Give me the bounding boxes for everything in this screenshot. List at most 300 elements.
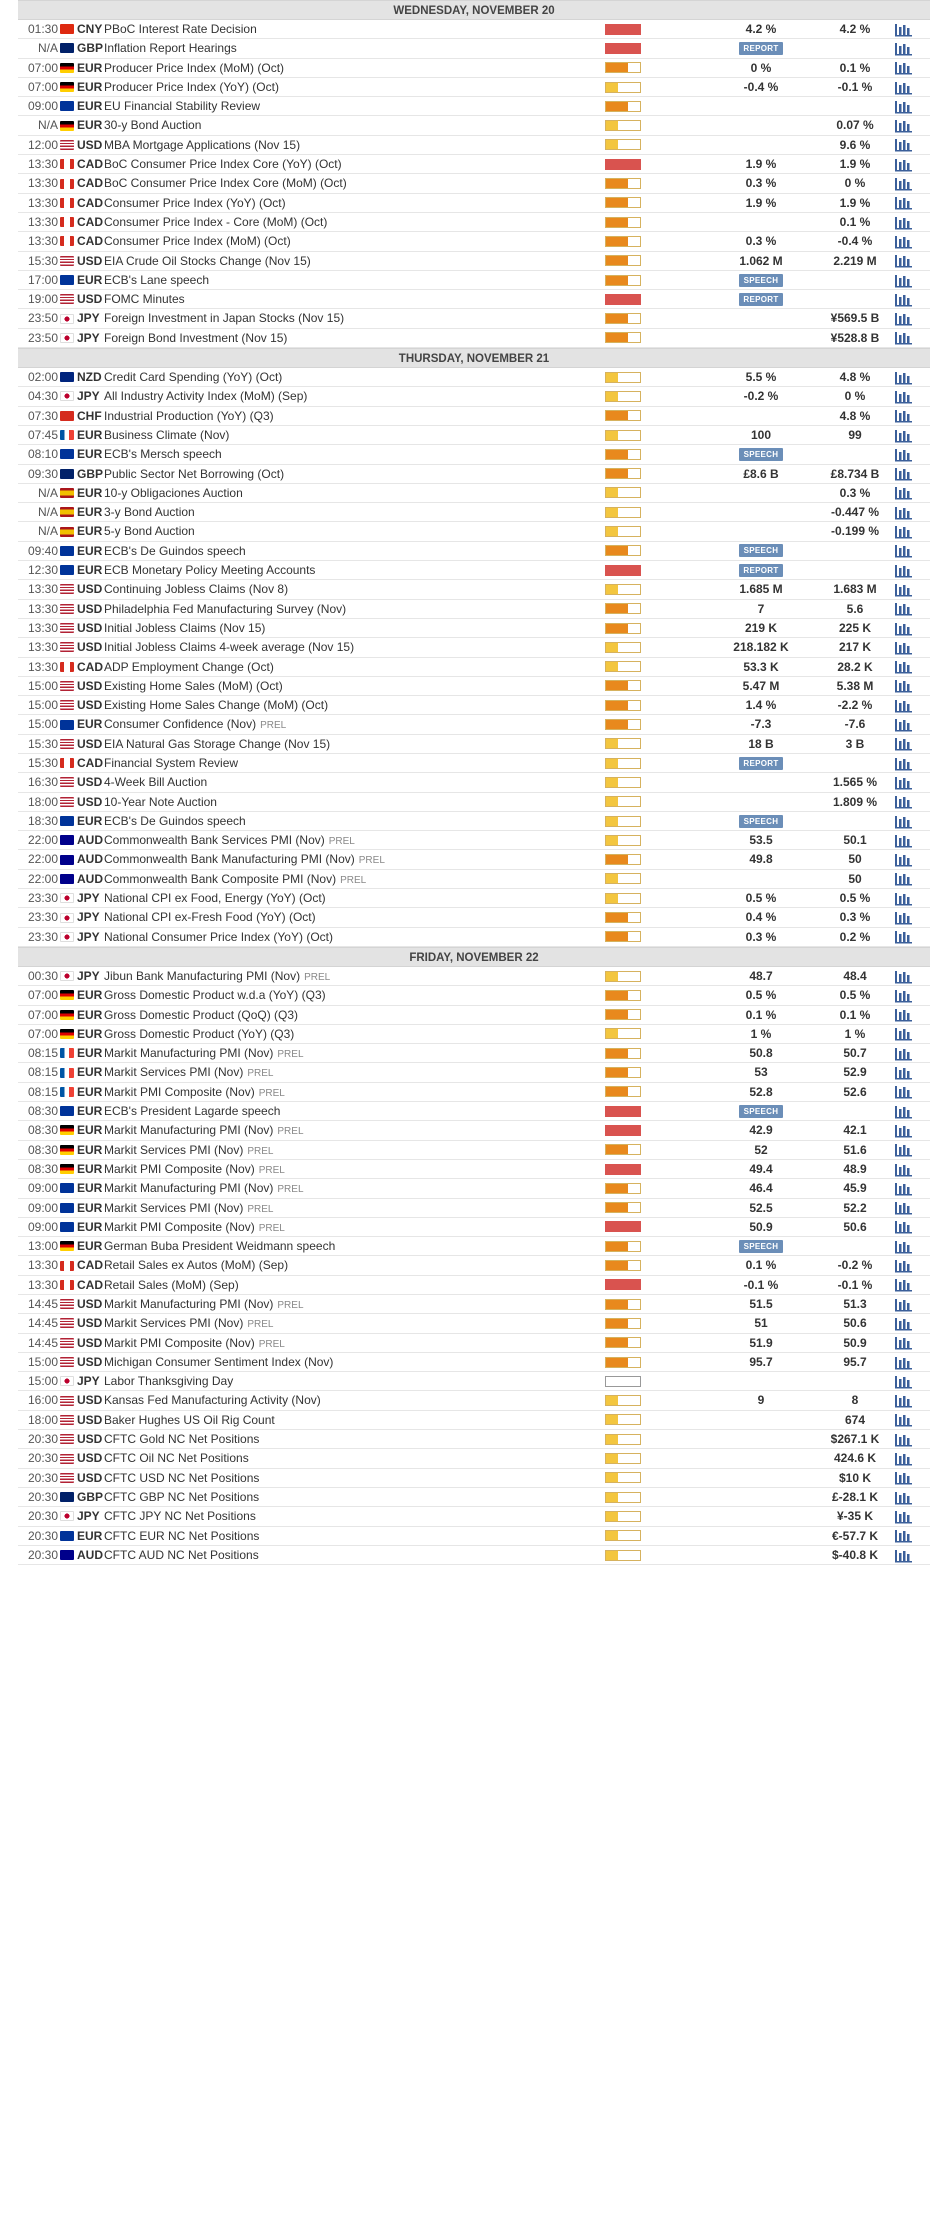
bar-chart-icon[interactable] (894, 969, 914, 984)
event-row[interactable] (18, 1102, 930, 1121)
event-row[interactable] (18, 908, 930, 927)
bar-chart-icon[interactable] (894, 485, 914, 500)
event-name-text[interactable]: Markit Manufacturing PMI (Nov) (104, 1046, 274, 1061)
event-name-text[interactable]: Business Climate (Nov) (104, 427, 230, 442)
event-name-text[interactable]: Producer Price Index (YoY) (Oct) (104, 79, 279, 94)
event-row[interactable] (18, 1411, 930, 1430)
event-name-text[interactable]: Producer Price Index (MoM) (Oct) (104, 60, 285, 75)
event-name[interactable] (104, 329, 287, 347)
event-name-text[interactable]: EIA Natural Gas Storage Change (Nov 15) (104, 736, 331, 751)
event-row[interactable] (18, 368, 930, 387)
event-name-text[interactable]: Markit Manufacturing PMI (Nov) (104, 1181, 274, 1196)
event-row[interactable] (18, 831, 930, 850)
event-row[interactable] (18, 850, 930, 869)
bar-chart-icon[interactable] (894, 1162, 914, 1177)
event-row[interactable] (18, 1334, 930, 1353)
bar-chart-icon[interactable] (894, 1451, 914, 1466)
event-name[interactable] (104, 1025, 294, 1043)
event-name-text[interactable]: National CPI ex-Fresh Food (YoY) (Oct) (104, 910, 316, 925)
bar-chart-icon[interactable] (894, 1374, 914, 1389)
event-name[interactable] (104, 309, 344, 327)
bar-chart-icon[interactable] (894, 292, 914, 307)
bar-chart-icon[interactable] (894, 330, 914, 345)
event-row[interactable] (18, 1546, 930, 1565)
event-name-text[interactable]: All Industry Activity Index (MoM) (Sep) (104, 389, 308, 404)
event-name[interactable] (104, 1006, 298, 1024)
bar-chart-icon[interactable] (894, 22, 914, 37)
event-name[interactable] (104, 658, 274, 676)
event-name-text[interactable]: Baker Hughes US Oil Rig Count (104, 1412, 275, 1427)
event-name[interactable] (104, 850, 385, 870)
event-row[interactable] (18, 1256, 930, 1275)
event-name-text[interactable]: PBoC Interest Rate Decision (104, 22, 257, 36)
bar-chart-icon[interactable] (894, 736, 914, 751)
event-name[interactable] (104, 155, 342, 173)
bar-chart-icon[interactable] (894, 60, 914, 75)
event-name-text[interactable]: 10-y Obligaciones Auction (104, 485, 243, 500)
event-row[interactable] (18, 1141, 930, 1160)
event-name-text[interactable]: Gross Domestic Product w.d.a (YoY) (Q3) (104, 988, 326, 1003)
bar-chart-icon[interactable] (894, 1258, 914, 1273)
event-row[interactable] (18, 271, 930, 290)
event-row[interactable] (18, 1391, 930, 1410)
event-name[interactable] (104, 39, 237, 57)
event-row[interactable] (18, 1025, 930, 1044)
event-name[interactable] (104, 213, 327, 231)
event-name-text[interactable]: CFTC GBP NC Net Positions (104, 1489, 260, 1504)
event-row[interactable] (18, 97, 930, 116)
event-name-text[interactable]: CFTC Gold NC Net Positions (104, 1432, 260, 1447)
event-row[interactable] (18, 39, 930, 58)
event-name[interactable] (104, 1083, 285, 1103)
event-row[interactable] (18, 329, 930, 348)
event-name[interactable] (104, 484, 243, 502)
event-name[interactable] (104, 619, 265, 637)
event-name[interactable] (104, 426, 229, 444)
event-row[interactable] (18, 986, 930, 1005)
event-name-text[interactable]: BoC Consumer Price Index Core (YoY) (Oct) (104, 157, 342, 172)
bar-chart-icon[interactable] (894, 543, 914, 558)
bar-chart-icon[interactable] (894, 99, 914, 114)
event-name[interactable] (104, 1353, 333, 1371)
event-name[interactable] (104, 271, 209, 289)
event-name[interactable] (104, 1218, 285, 1238)
event-name-text[interactable]: ADP Employment Change (Oct) (104, 659, 274, 674)
event-name-text[interactable]: Markit Manufacturing PMI (Nov) (104, 1123, 274, 1138)
event-row[interactable] (18, 1237, 930, 1256)
event-name[interactable] (104, 20, 257, 38)
bar-chart-icon[interactable] (894, 1297, 914, 1312)
bar-chart-icon[interactable] (894, 253, 914, 268)
event-name-text[interactable]: EIA Crude Oil Stocks Change (Nov 15) (104, 253, 311, 268)
event-name-text[interactable]: 30-y Bond Auction (104, 118, 202, 133)
event-row[interactable] (18, 928, 930, 947)
event-name[interactable] (104, 928, 333, 946)
event-name-text[interactable]: National Consumer Price Index (YoY) (Oct) (104, 929, 333, 944)
event-row[interactable] (18, 1276, 930, 1295)
event-row[interactable] (18, 1488, 930, 1507)
event-row[interactable] (18, 20, 930, 39)
bar-chart-icon[interactable] (894, 1046, 914, 1061)
bar-chart-icon[interactable] (894, 1104, 914, 1119)
bar-chart-icon[interactable] (894, 717, 914, 732)
bar-chart-icon[interactable] (894, 1355, 914, 1370)
event-name[interactable] (104, 290, 185, 308)
event-name-text[interactable]: Continuing Jobless Claims (Nov 8) (104, 582, 289, 597)
bar-chart-icon[interactable] (894, 871, 914, 886)
event-name-text[interactable]: 4-Week Bill Auction (104, 775, 208, 790)
event-row[interactable] (18, 696, 930, 715)
event-name[interactable] (104, 78, 279, 96)
event-row[interactable] (18, 78, 930, 97)
event-name-text[interactable]: Markit PMI Composite (Nov) (104, 1161, 255, 1176)
event-row[interactable] (18, 194, 930, 213)
event-name-text[interactable]: Jibun Bank Manufacturing PMI (Nov) (104, 968, 301, 983)
event-name[interactable] (104, 1063, 273, 1083)
event-name-text[interactable]: Financial System Review (104, 755, 239, 770)
event-name-text[interactable]: Markit PMI Composite (Nov) (104, 1219, 255, 1234)
event-row[interactable] (18, 213, 930, 232)
event-row[interactable] (18, 870, 930, 889)
bar-chart-icon[interactable] (894, 1316, 914, 1331)
event-name-text[interactable]: Kansas Fed Manufacturing Activity (Nov) (104, 1393, 321, 1408)
bar-chart-icon[interactable] (894, 1393, 914, 1408)
event-name-text[interactable]: Initial Jobless Claims (Nov 15) (104, 620, 266, 635)
event-name-text[interactable]: Markit Services PMI (Nov) (104, 1200, 244, 1215)
event-name-text[interactable]: EU Financial Stability Review (104, 99, 261, 114)
event-name[interactable] (104, 715, 286, 735)
event-name[interactable] (104, 252, 311, 270)
event-row[interactable] (18, 1527, 930, 1546)
event-name-text[interactable]: Credit Card Spending (YoY) (Oct) (104, 370, 283, 385)
event-name[interactable] (104, 136, 300, 154)
event-row[interactable] (18, 522, 930, 541)
event-row[interactable] (18, 407, 930, 426)
event-row[interactable] (18, 1469, 930, 1488)
bar-chart-icon[interactable] (894, 659, 914, 674)
event-name-text[interactable]: ECB's Mersch speech (104, 447, 222, 462)
bar-chart-icon[interactable] (894, 370, 914, 385)
event-name-text[interactable]: Foreign Investment in Japan Stocks (Nov 15) (104, 311, 345, 326)
bar-chart-icon[interactable] (894, 1181, 914, 1196)
event-name[interactable] (104, 754, 238, 772)
event-name-text[interactable]: CFTC JPY NC Net Positions (104, 1509, 256, 1524)
event-name-text[interactable]: Markit Manufacturing PMI (Nov) (104, 1297, 274, 1311)
event-name-text[interactable]: ECB Monetary Policy Meeting Accounts (104, 563, 316, 578)
event-row[interactable] (18, 1295, 930, 1314)
event-row[interactable] (18, 1430, 930, 1449)
event-row[interactable] (18, 1372, 930, 1391)
event-name[interactable] (104, 677, 283, 695)
bar-chart-icon[interactable] (894, 1335, 914, 1350)
bar-chart-icon[interactable] (894, 621, 914, 636)
bar-chart-icon[interactable] (894, 1123, 914, 1138)
event-name[interactable] (104, 1121, 304, 1141)
event-row[interactable] (18, 1449, 930, 1468)
bar-chart-icon[interactable] (894, 524, 914, 539)
event-name-text[interactable]: Commonwealth Bank Composite PMI (Nov) (104, 871, 337, 886)
bar-chart-icon[interactable] (894, 794, 914, 809)
event-name-text[interactable]: Initial Jobless Claims 4-week average (Nov 15) (104, 640, 355, 655)
event-name-text[interactable]: Retail Sales (MoM) (Sep) (104, 1277, 239, 1292)
event-name[interactable] (104, 793, 217, 811)
bar-chart-icon[interactable] (894, 775, 914, 790)
event-row[interactable] (18, 754, 930, 773)
event-name-text[interactable]: CFTC AUD NC Net Positions (104, 1547, 259, 1562)
event-name[interactable] (104, 1469, 259, 1487)
event-row[interactable] (18, 116, 930, 135)
event-name-text[interactable]: Consumer Price Index (MoM) (Oct) (104, 234, 291, 249)
event-name[interactable] (104, 1391, 321, 1409)
event-row[interactable] (18, 773, 930, 792)
event-name[interactable] (104, 503, 195, 521)
event-name-text[interactable]: Commonwealth Bank Manufacturing PMI (Nov) (104, 852, 355, 867)
event-name[interactable] (104, 407, 274, 425)
event-row[interactable] (18, 465, 930, 484)
event-name[interactable] (104, 174, 347, 192)
bar-chart-icon[interactable] (894, 929, 914, 944)
event-row[interactable] (18, 561, 930, 580)
event-name[interactable] (104, 387, 307, 405)
event-row[interactable] (18, 59, 930, 78)
bar-chart-icon[interactable] (894, 234, 914, 249)
bar-chart-icon[interactable] (894, 118, 914, 133)
bar-chart-icon[interactable] (894, 215, 914, 230)
event-name[interactable] (104, 1488, 259, 1506)
event-row[interactable] (18, 889, 930, 908)
bar-chart-icon[interactable] (894, 1470, 914, 1485)
event-name-text[interactable]: Foreign Bond Investment (Nov 15) (104, 330, 288, 345)
bar-chart-icon[interactable] (894, 389, 914, 404)
event-name[interactable] (104, 600, 346, 618)
bar-chart-icon[interactable] (894, 505, 914, 520)
event-name-text[interactable]: Consumer Confidence (Nov) (104, 717, 257, 732)
event-name-text[interactable]: 10-Year Note Auction (104, 794, 217, 809)
bar-chart-icon[interactable] (894, 41, 914, 56)
event-row[interactable] (18, 600, 930, 619)
event-name-text[interactable]: Markit PMI Composite (Nov) (104, 1084, 255, 1099)
bar-chart-icon[interactable] (894, 852, 914, 867)
bar-chart-icon[interactable] (894, 601, 914, 616)
event-name[interactable] (104, 542, 246, 560)
event-name-text[interactable]: Inflation Report Hearings (104, 41, 237, 56)
bar-chart-icon[interactable] (894, 273, 914, 288)
event-name-text[interactable]: BoC Consumer Price Index Core (MoM) (Oct) (104, 176, 347, 191)
event-name-text[interactable]: Consumer Price Index - Core (MoM) (Oct) (104, 214, 328, 229)
event-name-text[interactable]: CFTC USD NC Net Positions (104, 1470, 260, 1485)
event-row[interactable] (18, 658, 930, 677)
event-name-text[interactable]: CFTC Oil NC Net Positions (104, 1451, 249, 1466)
bar-chart-icon[interactable] (894, 80, 914, 95)
bar-chart-icon[interactable] (894, 1219, 914, 1234)
event-name[interactable] (104, 522, 195, 540)
event-name[interactable] (104, 1411, 275, 1429)
bar-chart-icon[interactable] (894, 157, 914, 172)
event-row[interactable] (18, 1160, 930, 1179)
event-name-text[interactable]: Public Sector Net Borrowing (Oct) (104, 466, 285, 481)
event-name-text[interactable]: 3-y Bond Auction (104, 505, 195, 520)
event-row[interactable] (18, 1507, 930, 1526)
bar-chart-icon[interactable] (894, 1412, 914, 1427)
event-name[interactable] (104, 986, 326, 1004)
event-row[interactable] (18, 793, 930, 812)
bar-chart-icon[interactable] (894, 1528, 914, 1543)
event-row[interactable] (18, 1083, 930, 1102)
event-name-text[interactable]: ECB's De Guindos speech (104, 813, 246, 828)
event-row[interactable] (18, 1179, 930, 1198)
event-name[interactable] (104, 1314, 273, 1334)
event-name[interactable] (104, 1507, 256, 1525)
event-row[interactable] (18, 967, 930, 986)
bar-chart-icon[interactable] (894, 640, 914, 655)
bar-chart-icon[interactable] (894, 814, 914, 829)
bar-chart-icon[interactable] (894, 176, 914, 191)
bar-chart-icon[interactable] (894, 891, 914, 906)
bar-chart-icon[interactable] (894, 1142, 914, 1157)
bar-chart-icon[interactable] (894, 833, 914, 848)
event-name[interactable] (104, 638, 354, 656)
event-row[interactable] (18, 426, 930, 445)
event-row[interactable] (18, 503, 930, 522)
bar-chart-icon[interactable] (894, 428, 914, 443)
event-name[interactable] (104, 1527, 259, 1545)
event-name-text[interactable]: Existing Home Sales Change (MoM) (Oct) (104, 698, 329, 713)
event-name[interactable] (104, 1141, 273, 1161)
event-name-text[interactable]: Retail Sales ex Autos (MoM) (Sep) (104, 1258, 289, 1273)
bar-chart-icon[interactable] (894, 1548, 914, 1563)
event-name[interactable] (104, 1546, 259, 1564)
event-row[interactable] (18, 1353, 930, 1372)
event-row[interactable] (18, 542, 930, 561)
bar-chart-icon[interactable] (894, 756, 914, 771)
bar-chart-icon[interactable] (894, 1239, 914, 1254)
event-name[interactable] (104, 465, 284, 483)
bar-chart-icon[interactable] (894, 698, 914, 713)
event-name-text[interactable]: FOMC Minutes (104, 292, 185, 307)
event-name[interactable] (104, 889, 326, 907)
event-name[interactable] (104, 97, 260, 115)
event-row[interactable] (18, 1121, 930, 1140)
event-name-text[interactable]: Industrial Production (YoY) (Q3) (104, 408, 274, 423)
event-name[interactable] (104, 1430, 259, 1448)
event-row[interactable] (18, 155, 930, 174)
event-name-text[interactable]: Gross Domestic Product (YoY) (Q3) (104, 1026, 295, 1041)
event-name-text[interactable]: National CPI ex Food, Energy (YoY) (Oct) (104, 891, 326, 906)
event-name[interactable] (104, 1372, 233, 1390)
event-name[interactable] (104, 967, 330, 987)
event-name[interactable] (104, 1199, 273, 1219)
event-name-text[interactable]: MBA Mortgage Applications (Nov 15) (104, 137, 301, 152)
event-name[interactable] (104, 194, 286, 212)
bar-chart-icon[interactable] (894, 1026, 914, 1041)
event-name[interactable] (104, 561, 315, 579)
event-name-text[interactable]: ECB's President Lagarde speech (104, 1104, 281, 1119)
event-row[interactable] (18, 290, 930, 309)
event-row[interactable] (18, 1314, 930, 1333)
event-row[interactable] (18, 715, 930, 734)
event-name-text[interactable]: Markit Services PMI (Nov) (104, 1065, 244, 1080)
event-name-text[interactable]: Markit Services PMI (Nov) (104, 1316, 244, 1331)
event-row[interactable] (18, 252, 930, 271)
event-name[interactable] (104, 116, 201, 134)
event-row[interactable] (18, 735, 930, 754)
event-name[interactable] (104, 773, 207, 791)
bar-chart-icon[interactable] (894, 447, 914, 462)
bar-chart-icon[interactable] (894, 582, 914, 597)
bar-chart-icon[interactable] (894, 1200, 914, 1215)
bar-chart-icon[interactable] (894, 195, 914, 210)
bar-chart-icon[interactable] (894, 137, 914, 152)
event-row[interactable] (18, 387, 930, 406)
event-row[interactable] (18, 677, 930, 696)
bar-chart-icon[interactable] (894, 1432, 914, 1447)
event-row[interactable] (18, 1199, 930, 1218)
event-name-text[interactable]: 5-y Bond Auction (104, 524, 195, 539)
event-row[interactable] (18, 812, 930, 831)
event-name[interactable] (104, 1256, 288, 1274)
bar-chart-icon[interactable] (894, 1490, 914, 1505)
event-name-text[interactable]: Gross Domestic Product (QoQ) (Q3) (104, 1007, 299, 1022)
event-name[interactable] (104, 831, 355, 851)
bar-chart-icon[interactable] (894, 311, 914, 326)
event-name-text[interactable]: ECB's De Guindos speech (104, 543, 246, 558)
event-row[interactable] (18, 136, 930, 155)
event-name-text[interactable]: German Buba President Weidmann speech (104, 1239, 336, 1254)
event-name[interactable] (104, 580, 288, 598)
event-name[interactable] (104, 696, 328, 714)
event-row[interactable] (18, 619, 930, 638)
event-row[interactable] (18, 638, 930, 657)
bar-chart-icon[interactable] (894, 678, 914, 693)
event-name-text[interactable]: Existing Home Sales (MoM) (Oct) (104, 678, 283, 693)
event-row[interactable] (18, 1044, 930, 1063)
bar-chart-icon[interactable] (894, 910, 914, 925)
bar-chart-icon[interactable] (894, 1084, 914, 1099)
bar-chart-icon[interactable] (894, 563, 914, 578)
event-row[interactable] (18, 445, 930, 464)
event-row[interactable] (18, 1218, 930, 1237)
event-name-text[interactable]: Markit PMI Composite (Nov) (104, 1335, 255, 1350)
event-name[interactable] (104, 1334, 285, 1354)
event-name[interactable] (104, 812, 246, 830)
bar-chart-icon[interactable] (894, 408, 914, 423)
event-name[interactable] (104, 1237, 335, 1255)
event-row[interactable] (18, 1063, 930, 1082)
event-name-text[interactable]: Michigan Consumer Sentiment Index (Nov) (104, 1354, 334, 1369)
event-name[interactable] (104, 59, 284, 77)
bar-chart-icon[interactable] (894, 466, 914, 481)
event-name[interactable] (104, 1160, 285, 1180)
bar-chart-icon[interactable] (894, 1277, 914, 1292)
event-name[interactable] (104, 1449, 249, 1467)
event-row[interactable] (18, 484, 930, 503)
event-name-text[interactable]: Consumer Price Index (YoY) (Oct) (104, 195, 286, 210)
event-name[interactable] (104, 1295, 304, 1315)
event-name[interactable] (104, 368, 282, 386)
event-row[interactable] (18, 1006, 930, 1025)
event-name[interactable] (104, 1276, 239, 1294)
event-name-text[interactable]: ECB's Lane speech (104, 272, 210, 287)
event-name-text[interactable]: Commonwealth Bank Services PMI (Nov) (104, 833, 325, 848)
event-name[interactable] (104, 445, 222, 463)
event-row[interactable] (18, 174, 930, 193)
event-name[interactable] (104, 908, 316, 926)
bar-chart-icon[interactable] (894, 1065, 914, 1080)
event-name[interactable] (104, 735, 330, 753)
event-row[interactable] (18, 232, 930, 251)
event-name[interactable] (104, 1102, 280, 1120)
event-name[interactable] (104, 870, 366, 890)
